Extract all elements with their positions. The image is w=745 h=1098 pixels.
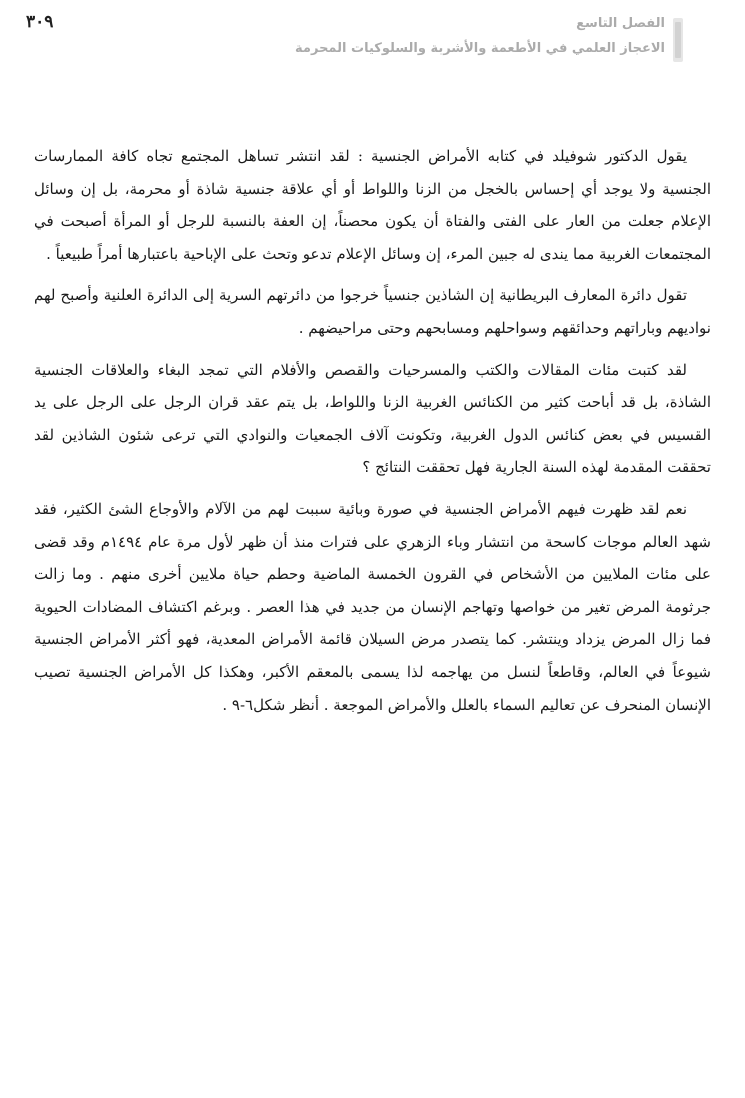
running-header xyxy=(245,14,665,64)
paragraph-3: لقد كتبت مئات المقالات والكتب والمسرحيات والقصص والأفلام التي تمجد البغاء والعلاقات الجنسية الشاذة، بل قد أباحت كثير من الكنائس الغربية الزنا واللواط، بل يتم عقد قران الرجل على الرجل على يد القسيس في بعض كنائس الدول الغربية، وتكونت آلاف الجمعيات والنوادي التي ترعى شئون الشاذين لقد تحققت المقدمة لهذه السنة الجارية فهل تحققت النتائج ؟ xyxy=(34,360,711,477)
paragraph-2: تقول دائرة المعارف البريطانية إن الشاذين جنسياً خرجوا من دائرتهم السرية إلى الدائرة العلنية وأصبح لهم نواديهم وباراتهم وحدائقهم وسواحلهم ومسابحهم وحتى مراحيضهم . xyxy=(34,286,711,337)
book-title: الاعجاز العلمي في الأطعمة والأشربة والسلوكيات المحرمة xyxy=(295,41,665,56)
header-ornament-icon xyxy=(671,16,685,64)
paragraph-4: نعم لقد ظهرت فيهم الأمراض الجنسية في صورة وبائية سببت لهم من الآلام والأوجاع الشئ الكثير، فقد شهد العالم موجات كاسحة من انتشار وباء الزهري على فترات منذ أن ظهر لأول مرة عام ١٤٩٤م وقد قضى على مئات الملايين من الأشخاص في القرون الخمسة الماضية وحطم حياة ملايين أخرى منهم . وما زالت جرثومة المرض تغير من خواصها وتهاجم الإنسان من جديد في هذا العصر . وبرغم اكتشاف المضادات الحيوية فما زال المرض يزداد وينتشر. كما يتصدر مرض السيلان قائمة الأمراض المعدية، فهو أكثر الأمراض الجنسية شيوعاً في العالم، وقاطعاً لنسل من يهاجمه لذا يسمى بالمعقم الأكبر، وهكذا كل الأمراض الجنسية تصيب الإنسان المنحرف عن تعاليم السماء بالعلل والأمراض الموجعة . أنظر شكل٦-٩ . xyxy=(34,499,711,714)
chapter-title: الفصل التاسع xyxy=(576,16,665,31)
body-text xyxy=(34,140,711,730)
paragraph-1: يقول الدكتور شوفيلد في كتابه الأمراض الجنسية : لقد انتشر تساهل المجتمع تجاه كافة الممارسات الجنسية ولا يوجد أي إحساس بالخجل من الزنا واللواط أو أي علاقة جنسية شاذة أو محرمة، بل إن وسائل الإعلام جعلت من العار على الفتى والفتاة أن يكون محصناً، إن العفة بالنسبة للرجل أو المرأة أصبحت في المجتمعات الغربية مما يندى له جبين المرء، إن وسائل الإعلام تدعو وتحث على الإباحية باعتبارها أمراً طبيعياً . xyxy=(34,147,711,263)
page-number: ٣٠٩ xyxy=(26,12,54,32)
